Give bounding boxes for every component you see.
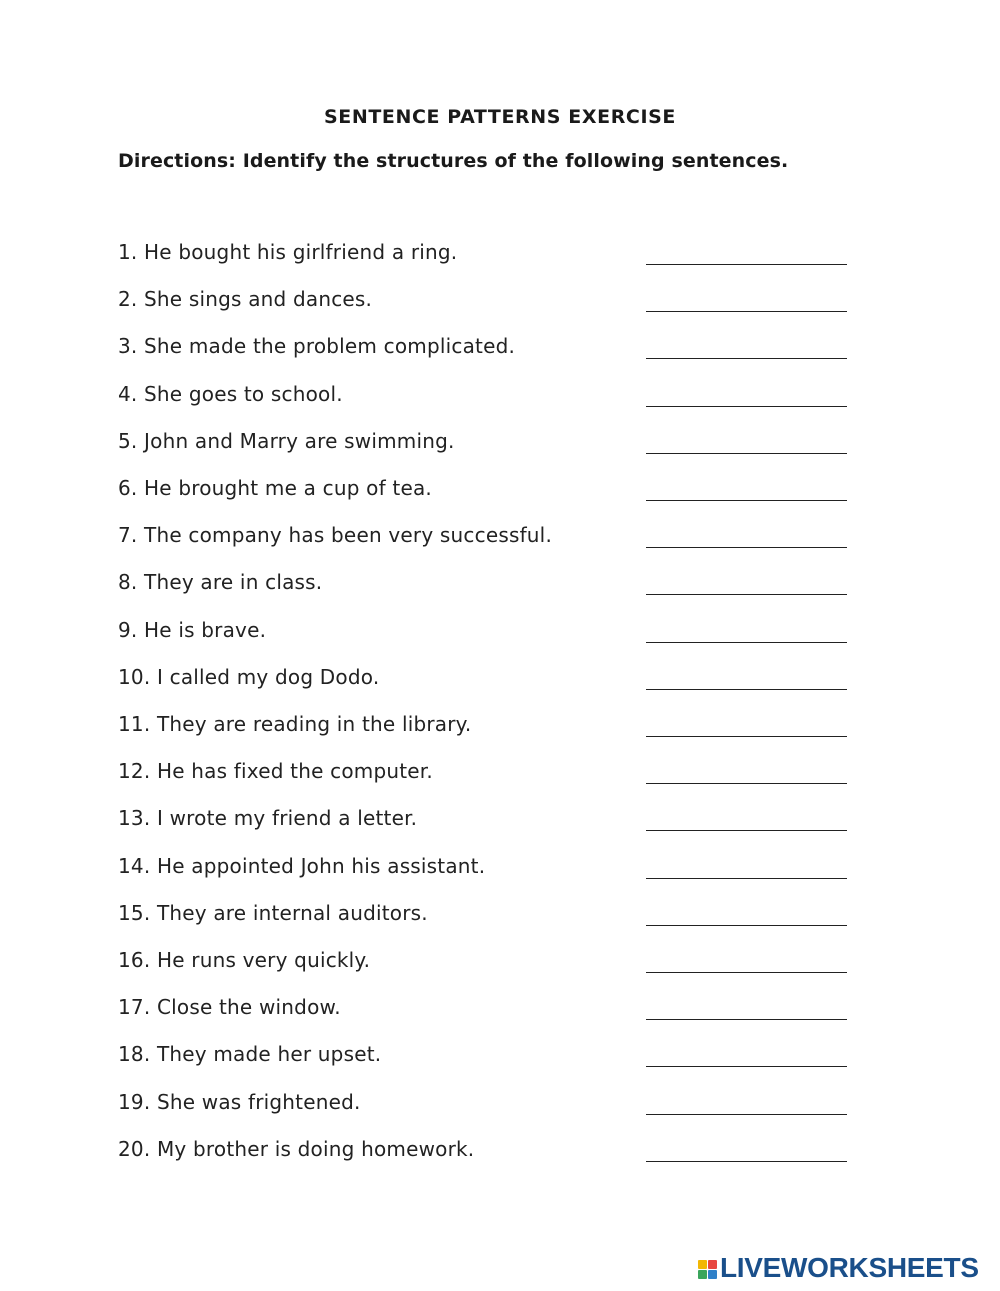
question-item (118, 712, 858, 742)
question-text: 14. He appointed John his assistant. (118, 854, 486, 878)
question-text: 3. She made the problem complicated. (118, 334, 516, 358)
question-text: 2. She sings and dances. (118, 287, 373, 311)
question-text: 10. I called my dog Dodo. (118, 665, 380, 689)
question-item (118, 476, 858, 506)
logo-square-red (708, 1260, 717, 1269)
question-text: 12. He has fixed the computer. (118, 759, 433, 783)
question-item (118, 334, 858, 364)
answer-blank[interactable] (646, 311, 847, 312)
question-item (118, 429, 858, 459)
question-text: 4. She goes to school. (118, 382, 343, 406)
logo-square-green (698, 1270, 707, 1279)
question-text: 20. My brother is doing homework. (118, 1137, 475, 1161)
answer-blank[interactable] (646, 689, 847, 690)
directions-text: Directions: Identify the structures of the following sentences. (118, 150, 789, 172)
answer-blank[interactable] (646, 830, 847, 831)
question-text: 19. She was frightened. (118, 1090, 361, 1114)
question-text: 13. I wrote my friend a letter. (118, 806, 418, 830)
worksheet-title: SENTENCE PATTERNS EXERCISE (323, 106, 677, 128)
question-item (118, 759, 858, 789)
brand-name: LIVEWORKSHEETS (720, 1252, 979, 1283)
answer-blank[interactable] (646, 642, 847, 643)
question-text: 8. They are in class. (118, 570, 323, 594)
question-text: 11. They are reading in the library. (118, 712, 472, 736)
question-text: 15. They are internal auditors. (118, 901, 428, 925)
answer-blank[interactable] (646, 783, 847, 784)
question-item (118, 523, 858, 553)
answer-blank[interactable] (646, 358, 847, 359)
question-item (118, 382, 858, 412)
answer-blank[interactable] (646, 406, 847, 407)
answer-blank[interactable] (646, 925, 847, 926)
answer-blank[interactable] (646, 264, 847, 265)
answer-blank[interactable] (646, 1114, 847, 1115)
question-item (118, 1042, 858, 1072)
answer-blank[interactable] (646, 594, 847, 595)
question-text: 7. The company has been very successful. (118, 523, 552, 547)
answer-blank[interactable] (646, 547, 847, 548)
question-text: 9. He is brave. (118, 618, 267, 642)
question-item (118, 570, 858, 600)
question-item (118, 618, 858, 648)
question-text: 16. He runs very quickly. (118, 948, 371, 972)
question-text: 17. Close the window. (118, 995, 341, 1019)
question-item (118, 948, 858, 978)
question-item (118, 287, 858, 317)
answer-blank[interactable] (646, 1019, 847, 1020)
question-item (118, 665, 858, 695)
question-item (118, 1090, 858, 1120)
logo-square-blue (708, 1270, 717, 1279)
question-item (118, 854, 858, 884)
question-item (118, 806, 858, 836)
answer-blank[interactable] (646, 500, 847, 501)
question-text: 5. John and Marry are swimming. (118, 429, 455, 453)
answer-blank[interactable] (646, 453, 847, 454)
question-text: 1. He bought his girlfriend a ring. (118, 240, 458, 264)
question-item (118, 240, 858, 270)
answer-blank[interactable] (646, 1066, 847, 1067)
answer-blank[interactable] (646, 1161, 847, 1162)
liveworksheets-logo-icon (698, 1260, 717, 1279)
question-text: 6. He brought me a cup of tea. (118, 476, 432, 500)
answer-blank[interactable] (646, 878, 847, 879)
question-text: 18. They made her upset. (118, 1042, 382, 1066)
question-item (118, 1137, 858, 1167)
liveworksheets-brand (698, 1253, 979, 1283)
answer-blank[interactable] (646, 972, 847, 973)
answer-blank[interactable] (646, 736, 847, 737)
logo-square-yellow (698, 1260, 707, 1269)
question-item (118, 901, 858, 931)
question-item (118, 995, 858, 1025)
